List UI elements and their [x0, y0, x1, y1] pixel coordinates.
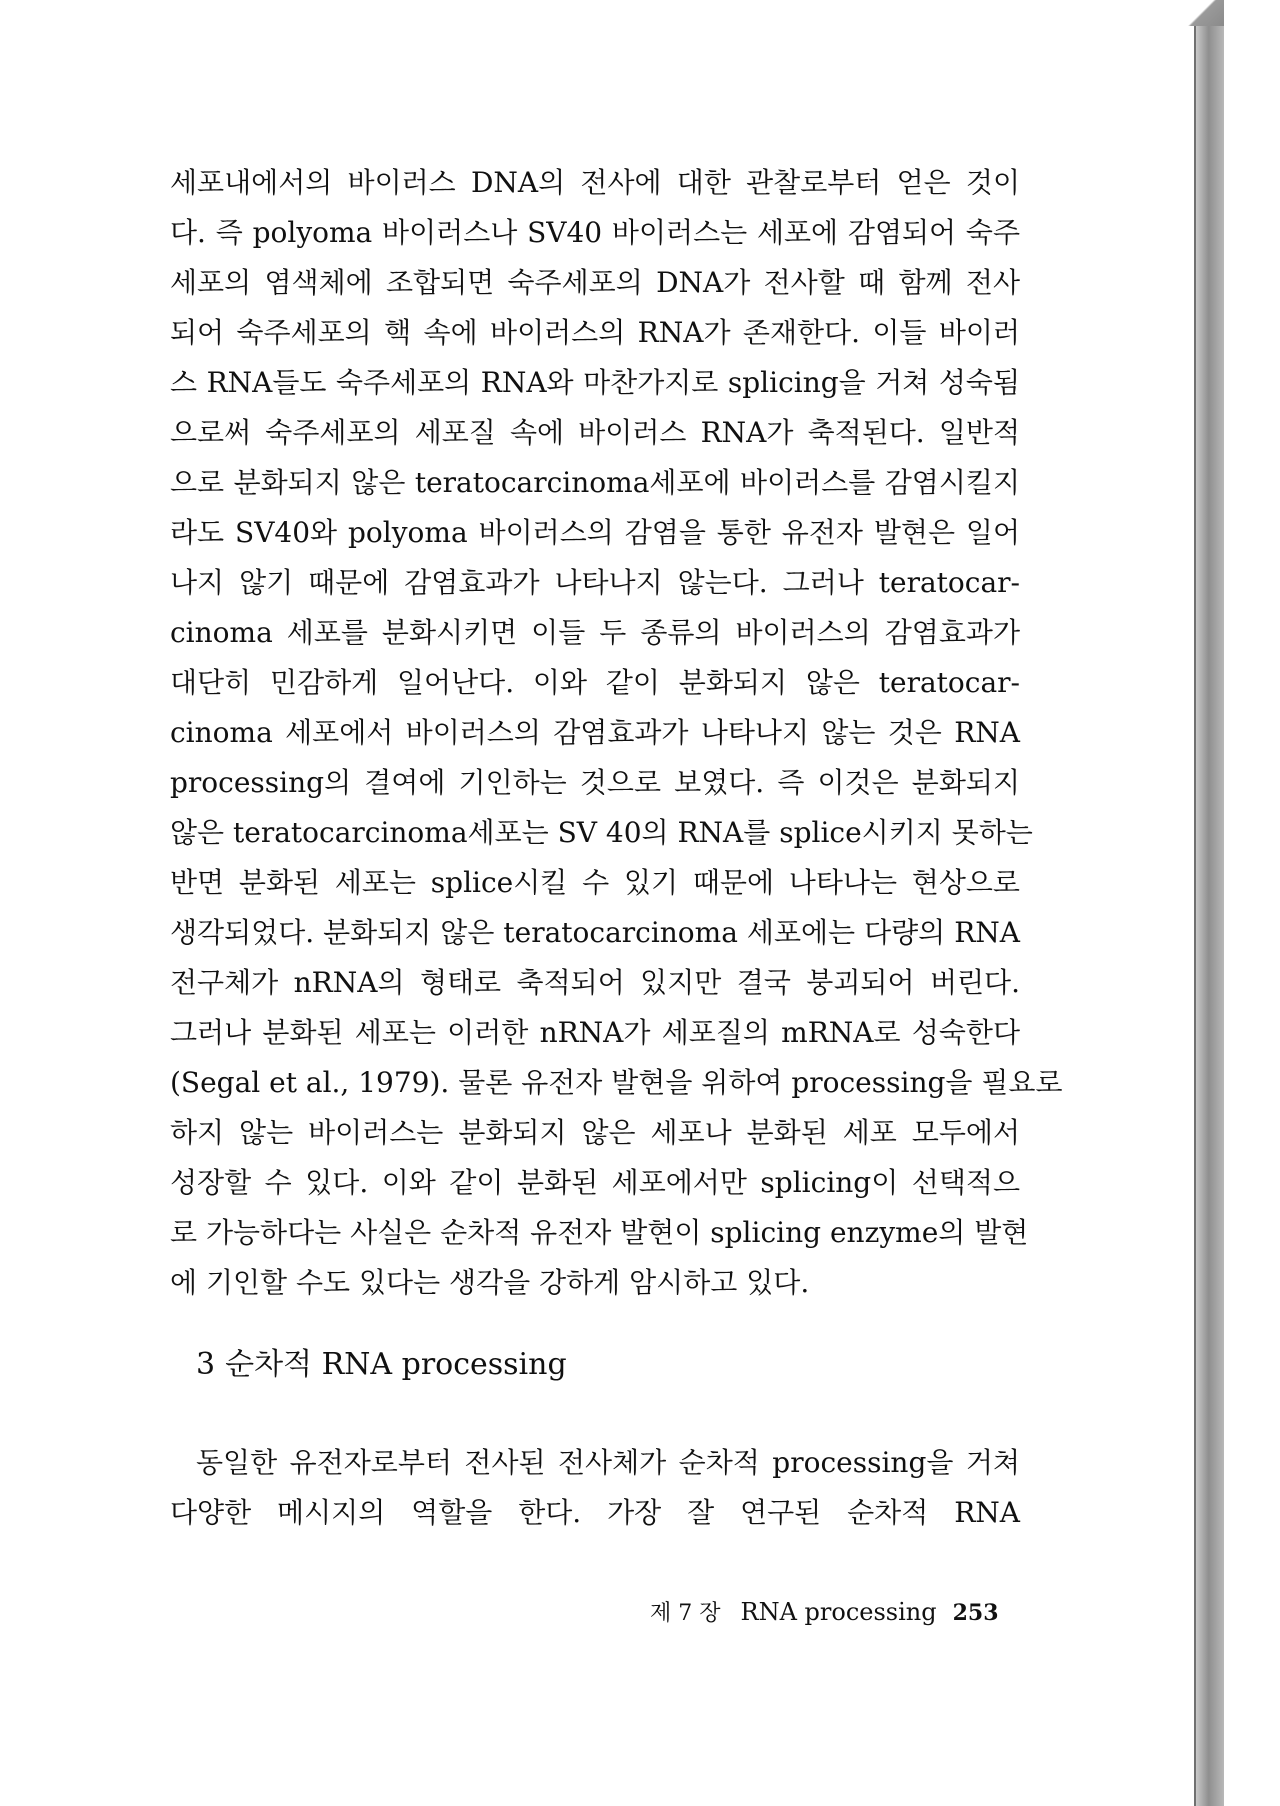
- section-heading: [196, 1343, 567, 1387]
- text-line: 라도 SV40와 polyoma 바이러스의 감염을 통한 유전자 발현은 일어: [170, 516, 1020, 549]
- page-corner-curl: [1180, 0, 1224, 26]
- section-number: 3: [196, 1347, 216, 1382]
- text-line: processing의 결여에 기인하는 것으로 보였다. 즉 이것은 분화되지: [170, 766, 1020, 799]
- section-paragraph: [170, 1438, 1020, 1538]
- text-line: 전구체가 nRNA의 형태로 축적되어 있지만 결국 붕괴되어 버린다.: [170, 966, 1020, 999]
- text-line: 생각되었다. 분화되지 않은 teratocarcinoma 세포에는 다량의 RNA: [170, 916, 1020, 949]
- text-line: 로 가능하다는 사실은 순차적 유전자 발현이 splicing enzyme의 발현: [170, 1216, 1029, 1249]
- text-line: 으로 분화되지 않은 teratocarcinoma세포에 바이러스를 감염시킬지: [170, 466, 1020, 499]
- text-line: 다. 즉 polyoma 바이러스나 SV40 바이러스는 세포에 감염되어 숙주: [170, 216, 1020, 249]
- text-line: 않은 teratocarcinoma세포는 SV 40의 RNA를 splice시키지 못하는: [170, 816, 1033, 849]
- text-line: (Segal et al., 1979). 물론 유전자 발현을 위하여 processing을 필요로: [170, 1066, 1063, 1099]
- text-line: 성장할 수 있다. 이와 같이 분화된 세포에서만 splicing이 선택적으: [170, 1166, 1020, 1199]
- page-number: 253: [952, 1600, 999, 1626]
- running-footer: [650, 1594, 999, 1632]
- text-line: 으로써 숙주세포의 세포질 속에 바이러스 RNA가 축적된다. 일반적: [170, 416, 1020, 449]
- page-edge-shadow: [1196, 0, 1224, 1806]
- text-line: 세포의 염색체에 조합되면 숙주세포의 DNA가 전사할 때 함께 전사: [170, 266, 1020, 299]
- footer-chapter: 제 7 장: [650, 1601, 721, 1626]
- text-line: 대단히 민감하게 일어난다. 이와 같이 분화되지 않은 teratocar-: [170, 666, 1020, 699]
- text-line: 나지 않기 때문에 감염효과가 나타나지 않는다. 그러나 teratocar-: [170, 566, 1020, 599]
- text-line: 다양한 메시지의 역할을 한다. 가장 잘 연구된 순차적 RNA: [170, 1496, 1020, 1529]
- section-title: 순차적 RNA processing: [225, 1347, 567, 1382]
- text-line: 되어 숙주세포의 핵 속에 바이러스의 RNA가 존재한다. 이들 바이러: [170, 316, 1020, 349]
- text-line: 에 기인할 수도 있다는 생각을 강하게 암시하고 있다.: [170, 1266, 810, 1299]
- text-line: 하지 않는 바이러스는 분화되지 않은 세포나 분화된 세포 모두에서: [170, 1116, 1020, 1149]
- text-line: 그러나 분화된 세포는 이러한 nRNA가 세포질의 mRNA로 성숙한다: [170, 1016, 1020, 1049]
- text-line: 세포내에서의 바이러스 DNA의 전사에 대한 관찰로부터 얻은 것이: [170, 166, 1020, 199]
- text-line: 동일한 유전자로부터 전사된 전사체가 순차적 processing을 거쳐: [196, 1446, 1020, 1479]
- text-line: 스 RNA들도 숙주세포의 RNA와 마찬가지로 splicing을 거쳐 성숙됨: [170, 366, 1020, 399]
- footer-title: RNA processing: [740, 1598, 937, 1626]
- body-paragraph: [170, 158, 1063, 1308]
- text-line: 반면 분화된 세포는 splice시킬 수 있기 때문에 나타나는 현상으로: [170, 866, 1020, 899]
- text-line: cinoma 세포를 분화시키면 이들 두 종류의 바이러스의 감염효과가: [170, 616, 1020, 649]
- text-line: cinoma 세포에서 바이러스의 감염효과가 나타나지 않는 것은 RNA: [170, 716, 1020, 749]
